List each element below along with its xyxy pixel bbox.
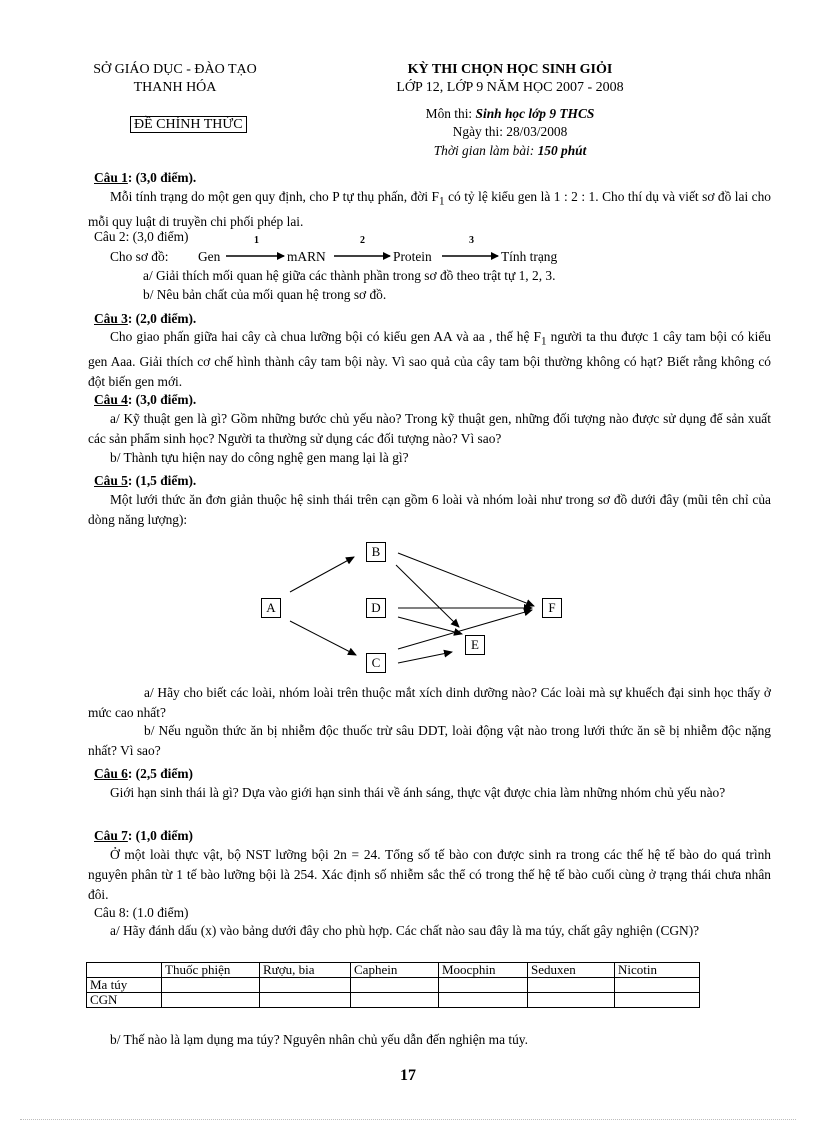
table-header-cell: Seduxen xyxy=(528,963,615,978)
q2-heading: Câu 2: (3,0 điểm) xyxy=(94,229,189,244)
q5-points: : (1,5 điểm). xyxy=(127,473,197,488)
node-f: F xyxy=(542,598,562,618)
q7-number: Câu 7 xyxy=(94,828,128,843)
q5-number: Câu 5 xyxy=(94,473,128,488)
arrow-c-e xyxy=(398,652,452,663)
drug-classification-table xyxy=(86,962,700,1008)
q3-points: : (2,0 điểm). xyxy=(127,311,197,326)
q4-points: : (3,0 điểm). xyxy=(127,392,197,407)
q5-a-line2: đại sinh học thấy ở mức cao nhất? xyxy=(88,685,771,720)
q2-arrow-label-1: 1 xyxy=(254,235,259,246)
q7-line2: bào do quá trình nguyên phân từ 1 tế bào lưỡng bội là 254. Xác định số nhiễm sắc thể có trong thế hệ xyxy=(88,847,771,882)
table-header-cell: Rượu, bia xyxy=(260,963,351,978)
table-cell[interactable] xyxy=(162,978,260,993)
q7-line3: tế bào cuối cùng ở trạng thái chưa nhân đôi. xyxy=(88,867,772,902)
q1-number: Câu 1 xyxy=(94,170,128,185)
node-c: C xyxy=(366,653,386,673)
table-row xyxy=(87,993,700,1008)
table-row xyxy=(87,978,700,993)
q8-a-line2: nghiện (CGN)? xyxy=(616,923,700,938)
q4-line3: b/ Thành tựu hiện nay do công nghệ gen mang lại là gì? xyxy=(110,450,409,465)
q5-a-line1: a/ Hãy cho biết các loài, nhóm loài trên thuộc mắt xích dinh dưỡng nào? Các loài mà sự khuếch xyxy=(144,685,665,700)
q2-part-a: a/ Giải thích mối quan hệ giữa các thành phần trong sơ đồ theo trật tự 1, 2, 3. xyxy=(143,268,556,283)
q5-part-b xyxy=(88,721,771,761)
exam-subtitle: LỚP 12, LỚP 9 NĂM HỌC 2007 - 2008 xyxy=(396,80,624,95)
q6-points: : (2,5 điểm) xyxy=(127,766,193,781)
q6-body xyxy=(88,783,771,803)
table-header-cell: Caphein xyxy=(351,963,439,978)
table-cell[interactable] xyxy=(260,978,351,993)
arrow-a-c xyxy=(290,621,356,655)
q5-b-line1: b/ Nếu nguồn thức ăn bị nhiễm độc thuốc trừ sâu DDT, loài động vật nào trong lưới thức ăn sẽ xyxy=(144,723,666,738)
table-cell[interactable] xyxy=(528,993,615,1008)
q2-arrow-label-3: 3 xyxy=(469,235,474,246)
q5-line2: đây (mũi tên chỉ của dòng năng lượng): xyxy=(88,492,771,527)
table-header-cell xyxy=(87,963,162,978)
q1-line1-sub: 1 xyxy=(439,195,445,208)
q2-part-b: b/ Nêu bản chất của mối quan hệ trong sơ đồ. xyxy=(143,287,387,302)
q1-points: : (3,0 điểm). xyxy=(127,170,197,185)
date-value: 28/03/2008 xyxy=(506,124,568,139)
table-cell[interactable] xyxy=(351,978,439,993)
q3-line1-sub: 1 xyxy=(540,335,547,348)
table-cell[interactable] xyxy=(351,993,439,1008)
q3-line1: Cho giao phấn giữa hai cây cà chua lưỡng bội có kiểu gen AA và aa , thế hệ F xyxy=(110,329,541,344)
node-a: A xyxy=(261,598,281,618)
q3-line2: cây tam bội có kiểu gen Aaa. Giải thích cơ chế hình thành cây tam bội này. Vì sao quả của cây tam bội xyxy=(88,329,771,369)
q7-line1: Ở một loài thực vật, bộ NST lưỡng bội 2n = 24. Tổng số tế bào con được sinh ra trong các thế hệ tế xyxy=(110,847,675,862)
table-header-row xyxy=(87,963,700,978)
q2-arrow-label-2: 2 xyxy=(360,235,365,246)
q3-line3: thường không có hạt? Biết rằng không có đột biến gen mới. xyxy=(88,353,771,389)
q2-flow-marn: mARN xyxy=(287,249,326,264)
table-cell[interactable] xyxy=(260,993,351,1008)
q6-heading xyxy=(94,764,193,783)
table-cell[interactable] xyxy=(615,978,700,993)
q8-part-a xyxy=(88,921,771,941)
q4-number: Câu 4 xyxy=(94,392,128,407)
q8-part-b: b/ Thế nào là lạm dụng ma túy? Nguyên nhân chủ yếu dẫn đến nghiện ma túy. xyxy=(110,1032,528,1047)
q6-line1: Giới hạn sinh thái là gì? Dựa vào giới hạn sinh thái về ánh sáng, thực vật được chia làm những nhóm xyxy=(110,785,652,800)
q1-line1: Mỗi tính trạng do một gen quy định, cho P tự thụ phấn, đời F xyxy=(110,189,439,204)
official-badge-text: ĐỀ CHÍNH THỨC xyxy=(130,116,247,133)
q1-line1-end: có tỷ lệ kiểu gen là 1 : 2 : 1. Cho thí xyxy=(444,189,643,204)
q2-flow-trait: Tính trạng xyxy=(501,249,558,264)
exam-title: KỲ THI CHỌN HỌC SINH GIỎI xyxy=(407,62,613,77)
duration-value: 150 phút xyxy=(537,143,587,158)
q5-line1: Một lưới thức ăn đơn giản thuộc hệ sinh thái trên cạn gồm 6 loài và nhóm loài như trong sơ đồ dưới xyxy=(110,492,656,507)
q3-line1-end: người ta thu được 1 xyxy=(546,329,659,344)
q1-line2: dụ và viết sơ đồ lai cho mỗi quy luật di truyền chi phối phép lai. xyxy=(88,189,771,229)
table-row-label: CGN xyxy=(87,993,162,1008)
arrow-b-e xyxy=(396,565,459,627)
q4-line2: sử dụng để sản xuất các sản phẩm sinh học? Người ta thường sử dụng các đối tượng nào? Vì sao? xyxy=(88,411,771,446)
q7-body xyxy=(88,845,771,905)
table-row-label: Ma túy xyxy=(87,978,162,993)
q2-flow-gen: Gen xyxy=(198,249,221,264)
arrow-a-b xyxy=(290,557,354,592)
subject-label: Môn thi: xyxy=(425,106,473,121)
table-cell[interactable] xyxy=(439,978,528,993)
table-header-cell: Thuốc phiện xyxy=(162,963,260,978)
table-header-cell: Nicotin xyxy=(615,963,700,978)
table-cell[interactable] xyxy=(439,993,528,1008)
q3-number: Câu 3 xyxy=(94,311,128,326)
q2-flow-protein: Protein xyxy=(393,249,432,264)
q6-number: Câu 6 xyxy=(94,766,128,781)
arrow-b-f xyxy=(398,553,534,606)
arrow-d-e xyxy=(398,617,462,634)
table-cell[interactable] xyxy=(615,993,700,1008)
date-label: Ngày thi: xyxy=(452,124,503,139)
footer-divider xyxy=(20,1119,796,1120)
duration-label: Thời gian làm bài: xyxy=(433,143,535,158)
q2-intro: Cho sơ đồ: xyxy=(110,249,169,264)
q5-b-line2: bị nhiễm độc nặng nhất? Vì sao? xyxy=(88,723,771,758)
org-name: SỞ GIÁO DỤC - ĐÀO TẠO xyxy=(93,62,257,77)
node-e: E xyxy=(465,635,485,655)
q6-line2: chủ yếu nào? xyxy=(654,785,726,800)
node-b: B xyxy=(366,542,386,562)
q5-part-a xyxy=(88,683,771,723)
table-cell[interactable] xyxy=(162,993,260,1008)
q8-heading: Câu 8: (1.0 điểm) xyxy=(94,905,189,920)
q8-a-line1: a/ Hãy đánh dấu (x) vào bảng dưới đây cho phù hợp. Các chất nào sau đây là ma túy, chất gây xyxy=(110,923,613,938)
subject-value: Sinh học lớp 9 THCS xyxy=(475,106,595,121)
table-header-cell: Moocphin xyxy=(439,963,528,978)
q7-heading xyxy=(94,826,193,845)
node-d: D xyxy=(366,598,386,618)
table-cell[interactable] xyxy=(528,978,615,993)
q4-line1: a/ Kỹ thuật gen là gì? Gồm những bước chủ yếu nào? Trong kỹ thuật gen, những đối tượng nào được xyxy=(110,411,660,426)
org-province: THANH HÓA xyxy=(133,80,217,95)
q7-points: : (1,0 điểm) xyxy=(127,828,193,843)
page-number: 17 xyxy=(400,1067,416,1084)
